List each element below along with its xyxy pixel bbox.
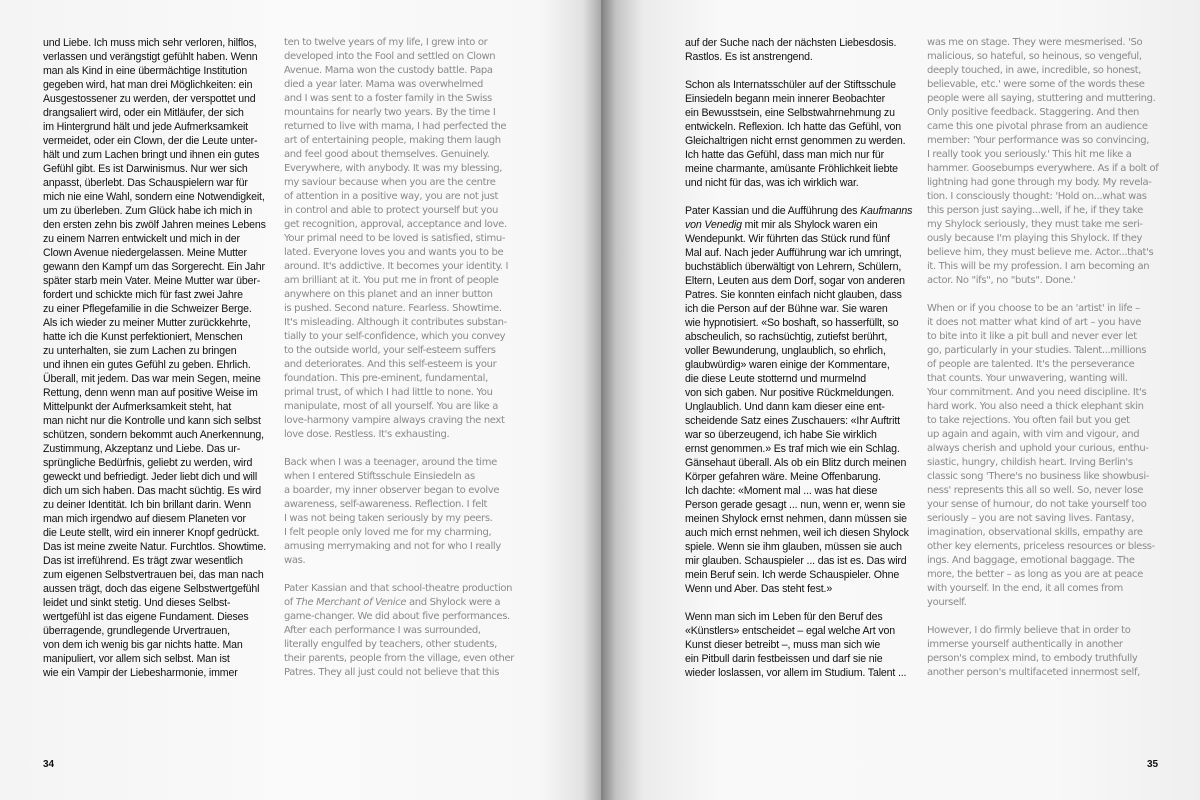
paragraph: Pater Kassian und die Aufführung des Kaufmanns von Venedig mit mir als Shylock waren ein Wendepunkt. Wir führten das Stück rund fünf Mal auf. Nach jeder Aufführung war ich umringt, buchstäblich überwältigt von Lehrern, Schülern, Eltern, Leuten aus dem Dorf, sogar von anderen Patres. Sie konnten einfach nicht glauben, dass ich die Person auf der Bühne war. Sie waren wie hypnotisiert. «So boshaft, so hasserfüllt, so abscheulich, so rachsüchtig, zutiefst berührt, voller Bewunderung, unglaublich, so ehrlich, glaubwürdig» waren einige der Kommentare, die diese Leute stotternd und murmelnd von sich gaben. Nur positive Rückmeldungen. Unglaublich. Und dann kam dieser eine ent- scheidende Satz eines Zuschauers: «Ihr Auftritt war so überzeugend, ich habe Sie wirklich ernst genommen.» Es traf mich wie ein Schlag. Gänsehaut überall. Als ob ein Blitz durch meinen Körper gefahren wäre. Meine Offenbarung. Ich dachte: «Moment mal ... was hat diese Person gerade gesagt ... nun, wenn er, wenn sie meinen Shylock ernst nehmen, dann müssen sie auch mich ernst nehmen, weil ich diesen Shylock spiele. Wenn sie ihm glauben, müssen sie auch mir glauben. Schauspieler ... das ist es. Das wird mein Beruf sein. Ich werde Schauspieler. Ohne Wenn und Aber. Das steht fest.» (685, 205, 913, 595)
paragraph: However, I do firmly believe that in order to immerse yourself authentically in another person's complex mind, to embody truthfully another person's multifaceted innermost self, (927, 625, 1140, 678)
left-page-english-column (284, 36, 524, 694)
paragraph: When or if you choose to be an 'artist' in life – it does not matter what kind of art – you have to bite into it like a pit bull and never ever let go, particularly in your studies. Talent...millions of people are talented. It's the perseverance that counts. Your unwavering, wanting will. Your commitment. And you need discipline. It's hard work. You also need a thick elephant skin to take rejections. You often fail but you get up again and again, with vim and vigour, and always cherish and uphold your curious, enthu- siastic, hungry, childish heart. Irving Berlin's classic song 'There's no business like showbusi- ness' represents this all so well. So, never lose your sense of humour, do not take yourself too seriously – you are not saving lives. Fantasy, imagination, observational skills, empathy are other key elements, priceless resources or bless- ings. And baggage, emotional baggage. The more, the better – as long as you are at peace with yourself. In the end, it all comes from yourself. (927, 303, 1155, 608)
italic-title: Kaufmanns von Venedig (685, 205, 913, 231)
left-page-german-column (43, 36, 275, 694)
right-page (601, 0, 1200, 800)
paragraph: Schon als Internatsschüler auf der Stiftsschule Einsiedeln begann mein innerer Beobachter ein Bewusstsein, eine Selbstwahrnehmung zu entwickeln. Reflexion. Ich hatte das Gefühl, von Gleichaltrigen nicht ernst genommen zu werden. Ich hatte das Gefühl, dass man mich nur für meine charmante, amüsante Fröhlichkeit liebte und nicht für das, was ich wirklich war. (685, 79, 906, 189)
paragraph: Back when I was a teenager, around the time when I entered Stiftsschule Einsiedeln as a boarder, my inner observer began to evolve awareness, self-awareness. Reflection. I felt I was not being taken seriously by my peers. I felt people only loved me for my charming, amusing merrymaking and not for who I really was. (284, 457, 501, 566)
right-page-german-column (685, 36, 919, 694)
page-number-left: 34 (43, 759, 55, 770)
paragraph: auf der Suche nach der nächsten Liebesdosis. Rastlos. Es ist anstrengend. (685, 37, 897, 63)
paragraph: ten to twelve years of my life, I grew into or developed into the Fool and settled on Clown Avenue. Mama won the custody battle. Papa died a year later. Mama was overwhelmed and I was sent to a foster family in the Swiss mountains for nearly two years. By the time I returned to live with mama, I had perfected the art of entertaining people, making them laugh and feel good about themselves. Genuinely. Everywhere, with anybody. It was my blessing, my saviour because when you are the centre of attention in a positive way, you are not just in control and able to protect yourself but you get recognition, approval, acceptance and love. Your primal need to be loved is satisfied, stimu- lated. Everyone loves you and wants you to be around. It's addictive. It becomes your identity. I am brilliant at it. You put me in front of people anywhere on this planet and an inner button is pushed. Second nature. Fearless. Showtime. It's misleading. Although it contributes substan- tially to your self-confidence, which you convey to the outside world, your self-esteem suffers and deteriorates. And this self-esteem is your foundation. This pre-eminent, fundamental, primal trust, of which I had little to none. You manipulate, most of all yourself. You are like a love-harmony vampire always craving the next love dose. Restless. It's exhausting. (284, 37, 509, 440)
right-page-english-column (927, 36, 1163, 694)
paragraph: Pater Kassian and that school-theatre production of The Merchant of Venice and Shylock were a game-changer. We did about five performances. After each performance I was surrounded, literally engulfed by teachers, other students, their parents, people from the village, even other Patres. They all just could not believe that this (284, 583, 515, 678)
italic-title: The Merchant of Venice (295, 597, 407, 608)
paragraph: was me on stage. They were mesmerised. 'So malicious, so hateful, so heinous, so vengeful, deeply touched, in awe, incredible, so honest, believable, etc.' were some of the words these people were all saying, stuttering and muttering. Only positive feedback. Staggering. And then came this one pivotal phrase from an audience member: 'Your performance was so convincing, I really took you seriously.' This hit me like a hammer. Goosebumps everywhere. As if a bolt of lightning had gone through my body. My revela- tion. I consciously thought: 'Hold on...what was this person just saying...well, if he, if they take my Shylock seriously, they must take me seri- ously because I'm playing this Shylock. If they believe him, they must believe me. Actor...that's it. This will be my profession. I am becoming an actor. No "ifs", no "buts". Done.' (927, 37, 1159, 286)
paragraph: und Liebe. Ich muss mich sehr verloren, hilflos, verlassen und verängstigt gefühlt haben. Wenn man als Kind in eine übermächtige Institution gegeben wird, hat man drei Möglichkeiten: ein Ausgestossener zu werden, der verspottet und drangsaliert wird, oder ein Mitläufer, der sich im Hintergrund hält und jede Aufmerksamkeit vermeidet, oder ein Clown, der die Leute unter- hält und zum Lachen bringt und ihnen ein gutes Gefühl gibt. Es ist Darwinismus. Nur wer sich anpasst, überlebt. Das Schauspielern war für mich nie eine Wahl, sondern eine Notwendigkeit, um zu überleben. Zum Glück habe ich mich in den ersten zehn bis zwölf Jahren meines Lebens zu einem Narren entwickelt und mich in der Clown Avenue niedergelassen. Meine Mutter gewann den Kampf um das Sorgerecht. Ein Jahr später starb mein Vater. Meine Mutter war über- fordert und schickte mich für fast zwei Jahre zu einer Pflegefamilie in die Schweizer Berge. Als ich wieder zu meiner Mutter zurückkehrte, hatte ich die Kunst perfektioniert, Menschen zu unterhalten, sie zum Lachen zu bringen und ihnen ein gutes Gefühl zu geben. Ehrlich. Überall, mit jedem. Das war mein Segen, meine Rettung, denn wenn man auf positive Weise im Mittelpunkt der Aufmerksamkeit steht, hat man nicht nur die Kontrolle und kann sich selbst schützen, sondern bekommt auch Anerkennung, Zustimmung, Akzeptanz und Liebe. Das ur- sprüngliche Bedürfnis, geliebt zu werden, wird geweckt und befriedigt. Jeder liebt dich und will dich um sich haben. Das macht süchtig. Es wird zu deiner Identität. Ich bin brillant darin. Wenn man mich irgendwo auf diesem Planeten vor die Leute stellt, wird ein innerer Knopf gedrückt. Das ist meine zweite Natur. Furchtlos. Showtime. Das ist irreführend. Es trägt zwar wesentlich zum eigenen Selbstvertrauen bei, das man nach aussen trägt, doch das eigene Selbstwertgefühl leidet und sinkt stetig. Und dieses Selbst- wertgefühl ist das eigene Fundament. Dieses überragende, grundlegende Urvertrauen, von dem ich wenig bis gar nichts hatte. Man manipuliert, vor allem sich selbst. Man ist wie ein Vampir der Liebesharmonie, immer (43, 37, 267, 679)
page-number-right: 35 (1147, 759, 1159, 770)
paragraph: Wenn man sich im Leben für den Beruf des «Künstlers» entscheidet – egal welche Art von Kunst dieser betreibt –, muss man sich wie ein Pitbull darin festbeissen und darf sie nie wieder loslassen, vor allem im Studium. Talent ... (685, 611, 907, 679)
